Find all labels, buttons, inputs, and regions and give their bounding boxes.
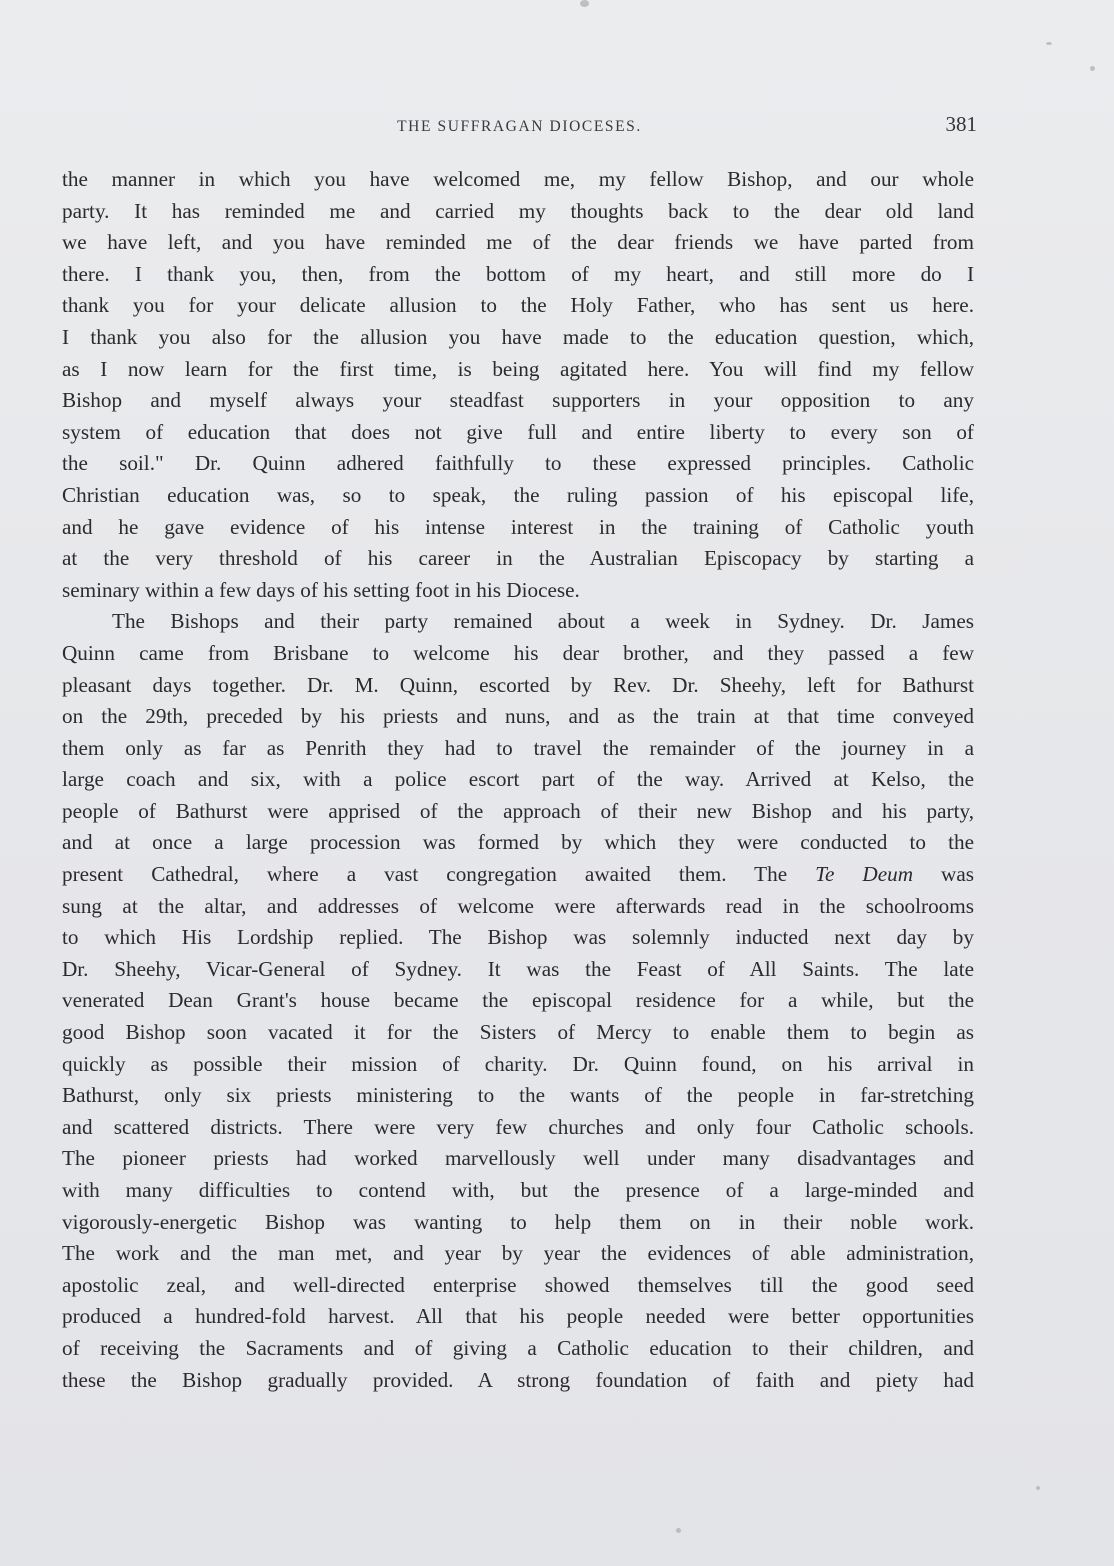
text-line: seminary within a few days of his setting foot in his Diocese.	[62, 577, 580, 602]
text-line: I thank you also for the allusion you have made to the education question, which,	[62, 324, 974, 349]
text-line: Bishop and myself always your steadfast supporters in your opposition to any	[62, 388, 974, 413]
text-line: to which His Lordship replied. The Bishop was solemnly inducted next day by	[62, 925, 974, 950]
text-line: The pioneer priests had worked marvellously well under many disadvantages and	[62, 1146, 974, 1171]
text-line: the manner in which you have welcomed me, my fellow Bishop, and our whole	[62, 167, 974, 191]
text-line: Christian education was, so to speak, the ruling passion of his episcopal life,	[62, 482, 974, 507]
italic-title-te-deum: Te Deum	[815, 862, 914, 887]
text-line: with many difficulties to contend with, but the presence of a large-minded and	[62, 1178, 974, 1202]
text-line: thank you for your delicate allusion to the Holy Father, who has sent us here.	[62, 293, 974, 318]
text-line: The work and the man met, and year by year the evidences of able administration,	[62, 1241, 974, 1266]
text-line: party. It has reminded me and carried my thoughts back to the dear old land	[62, 198, 974, 223]
text-line: of receiving the Sacraments and of giving a Catholic education to their children, and	[62, 1335, 974, 1360]
text-line: them only as far as Penrith they had to travel the remainder of the journey in a	[62, 735, 974, 760]
text-line: produced a hundred-fold harvest. All that his people needed were better opportunities	[62, 1304, 974, 1329]
text-line: Dr. Sheehy, Vicar-General of Sydney. It was the Feast of All Saints. The late	[62, 956, 974, 981]
page-header	[62, 112, 977, 142]
text-line: quickly as possible their mission of charity. Dr. Quinn found, on his arrival in	[62, 1051, 974, 1076]
paper-speck	[580, 0, 589, 7]
text-line: pleasant days together. Dr. M. Quinn, escorted by Rev. Dr. Sheehy, left for Bathurst	[62, 672, 974, 697]
text-line: sung at the altar, and addresses of welcome were afterwards read in the schoolrooms	[62, 893, 974, 918]
text-line: we have left, and you have reminded me of the dear friends we have parted from	[62, 230, 974, 255]
text-line: good Bishop soon vacated it for the Sisters of Mercy to enable them to begin as	[62, 1020, 974, 1045]
paper-speck	[1046, 42, 1052, 45]
text-line: at the very threshold of his career in the Australian Episcopacy by starting a	[62, 546, 974, 571]
text-line: the soil." Dr. Quinn adhered faithfully to these expressed principles. Catholic	[62, 451, 974, 476]
text-line: large coach and six, with a police escort part of the way. Arrived at Kelso, the	[62, 767, 974, 792]
body-text	[62, 164, 974, 1396]
text-line: Quinn came from Brisbane to welcome his dear brother, and they passed a few	[62, 640, 974, 665]
text-line: and he gave evidence of his intense interest in the training of Catholic youth	[62, 514, 974, 539]
text-line: there. I thank you, then, from the bottom of my heart, and still more do I	[62, 261, 974, 286]
text-span: present Cathedral, where a vast congregation awaited them. The	[62, 862, 816, 887]
text-line: vigorously-energetic Bishop was wanting to help them on in their noble work.	[62, 1209, 974, 1234]
text-line: as I now learn for the first time, is being agitated here. You will find my fellow	[62, 356, 974, 381]
text-line: and scattered districts. There were very few churches and only four Catholic schools.	[62, 1114, 974, 1139]
text-span: was	[913, 862, 974, 887]
text-line: Bathurst, only six priests ministering to the wants of the people in far-stretching	[62, 1083, 974, 1108]
text-line	[62, 859, 974, 891]
text-line: and at once a large procession was formed by which they were conducted to the	[62, 830, 974, 855]
paragraph-first-line: The Bishops and their party remained about a week in Sydney. Dr. James	[112, 609, 974, 634]
running-head: THE SUFFRAGAN DIOCESES.	[397, 118, 642, 135]
text-line: system of education that does not give full and entire liberty to every son of	[62, 419, 974, 444]
page-number: 381	[945, 112, 977, 136]
paper-speck	[1090, 66, 1095, 71]
text-line: people of Bathurst were apprised of the approach of their new Bishop and his party,	[62, 798, 974, 823]
text-line: venerated Dean Grant's house became the episcopal residence for a while, but the	[62, 988, 974, 1013]
paper-speck	[1036, 1486, 1040, 1490]
text-line: these the Bishop gradually provided. A strong foundation of faith and piety had	[62, 1367, 974, 1392]
text-line: on the 29th, preceded by his priests and nuns, and as the train at that time conveyed	[62, 704, 974, 729]
paper-speck	[676, 1528, 681, 1533]
text-line: apostolic zeal, and well-directed enterprise showed themselves till the good seed	[62, 1272, 974, 1297]
